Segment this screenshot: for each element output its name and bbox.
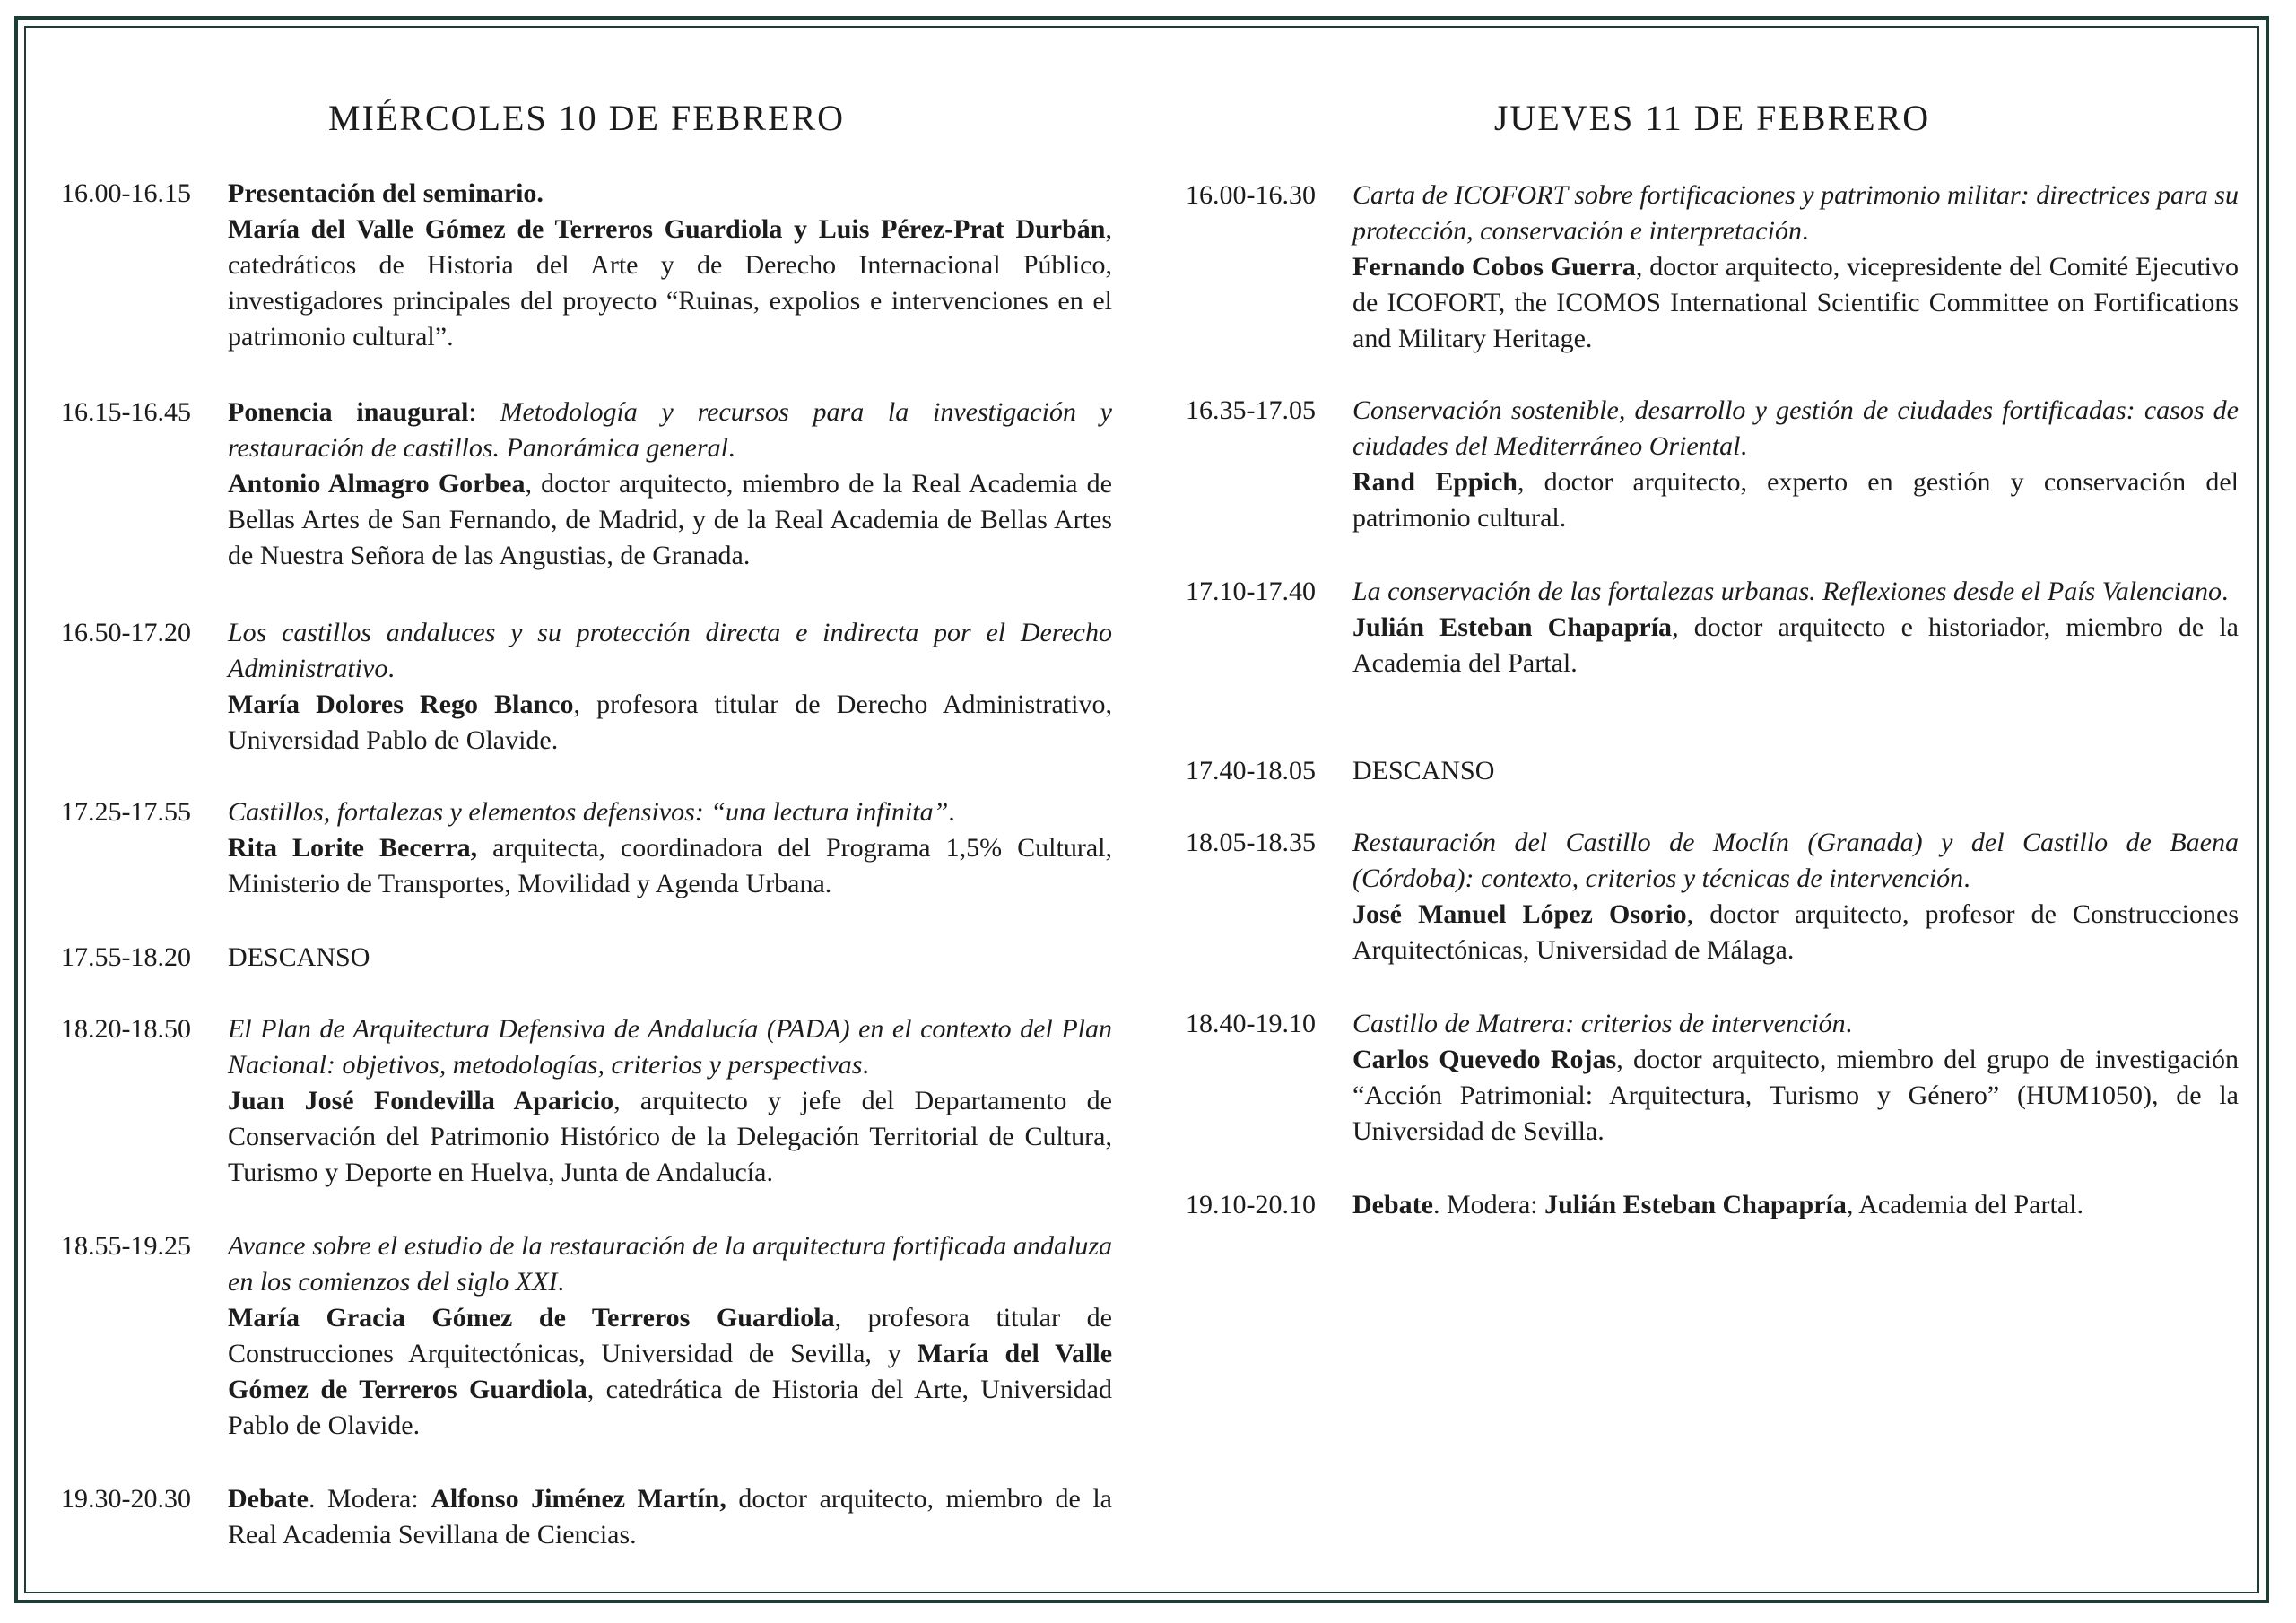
session-title: Restauración del Castillo de Moclín (Granada) y del Castillo de Baena (Córdoba): contexto, criterios y técnicas de intervención [1352, 828, 2239, 893]
session-entry [61, 615, 1112, 759]
session-title-end: . [728, 433, 735, 463]
session-title: Castillos, fortalezas y elementos defensivos: “una lectura infinita” [228, 797, 949, 827]
session-speaker: Juan José Fondevilla Aparicio [228, 1086, 614, 1115]
session-description: , catedráticos de Historia del Arte y de Derecho Internacional Público, investigadores principales del proyecto “Ruinas, expolios e intervenciones en el patrimonio cultural”. [228, 214, 1112, 352]
day-title: MIÉRCOLES 10 DE FEBRERO [327, 98, 846, 138]
session-description: doctor arquitecto, miembro de la Real Academia Sevillana de Ciencias. [228, 1484, 1112, 1549]
session-title-end: . [1740, 431, 1747, 461]
session-title: Conservación sostenible, desarrollo y gestión de ciudades fortificadas: casos de ciudades del Mediterráneo Oriental [1352, 395, 2239, 461]
session-title: Castillo de Matrera: criterios de intervención [1352, 1009, 1846, 1038]
session-lead: Ponencia inaugural [228, 397, 469, 427]
session-speaker: Alfonso Jiménez Martín, [430, 1484, 726, 1514]
session-time: 16.00-16.30 [1186, 180, 1316, 210]
session-lead: Debate [1352, 1190, 1433, 1219]
session-time: 17.55-18.20 [61, 942, 191, 972]
session-description: arquitecta, coordinadora del Programa 1,5% Cultural, Ministerio de Transportes, Movilidad y Agenda Urbana. [228, 833, 1112, 898]
session-title: La conservación de las fortalezas urbanas. Reflexiones desde el País Valenciano [1352, 577, 2222, 606]
session-speaker: Fernando Cobos Guerra [1352, 252, 1636, 282]
session-lead-sep: . Modera: [308, 1484, 431, 1514]
session-entry [1186, 1187, 2239, 1223]
session-description: , doctor arquitecto, profesor de Construcciones Arquitectónicas, Universidad de Málaga. [1352, 899, 2239, 965]
session-entry [61, 1481, 1112, 1553]
session-description: , arquitecto y jefe del Departamento de Conservación del Patrimonio Histórico de la Delegación Territorial de Cultura, Turismo y Deporte en Huelva, Junta de Andalucía. [228, 1086, 1112, 1187]
session-speaker: María Gracia Gómez de Terreros Guardiola [228, 1303, 835, 1332]
session-title: Los castillos andaluces y su protección directa e indirecta por el Derecho Administrativo [228, 618, 1112, 683]
session-title-end: . [1845, 1009, 1853, 1038]
session-time: 19.30-20.30 [61, 1484, 191, 1514]
session-speaker: Rand Eppich [1352, 467, 1518, 497]
day-title: JUEVES 11 DE FEBRERO [1493, 98, 1931, 138]
session-description: , doctor arquitecto e historiador, miembro de la Academia del Partal. [1352, 612, 2239, 678]
session-speaker: María del Valle Gómez de Terreros Guardiola y Luis Pérez-Prat Durbán [228, 214, 1106, 244]
session-description: , profesora titular de Construcciones Arquitectónicas, Universidad de Sevilla, y [228, 1303, 1112, 1368]
session-title: Carta de ICOFORT sobre fortificaciones y patrimonio militar: directrices para su protección, conservación e interpretación [1352, 180, 2239, 246]
session-entry [61, 1011, 1112, 1191]
session-title-end: . [557, 1267, 564, 1297]
session-description: , doctor arquitecto, miembro del grupo de investigación “Acción Patrimonial: Arquitectura, Turismo y Género” (HUM1050), de la Universidad de Sevilla. [1352, 1045, 2239, 1146]
session-entry [1186, 178, 2239, 357]
session-entry [1186, 825, 2239, 968]
session-entry [1186, 753, 2239, 789]
session-time: 18.20-18.50 [61, 1014, 191, 1044]
session-time: 16.50-17.20 [61, 618, 191, 647]
session-time: 19.10-20.10 [1186, 1190, 1316, 1219]
session-entry [1186, 393, 2239, 536]
session-time: 16.35-17.05 [1186, 395, 1316, 425]
session-title-end: . [862, 1050, 869, 1080]
session-description: , Academia del Partal. [1846, 1190, 2083, 1219]
session-speaker: Julián Esteban Chapapría [1352, 612, 1673, 642]
session-speaker-2: María del Valle Gómez de Terreros Guardiola [228, 1339, 1113, 1404]
session-description: , profesora titular de Derecho Administrativo, Universidad Pablo de Olavide. [228, 690, 1112, 755]
session-title-end: . [1801, 216, 1809, 246]
session-title: Avance sobre el estudio de la restauración de la arquitectura fortificada andaluza en los comienzos del siglo XXI [228, 1231, 1112, 1297]
session-entry [61, 940, 1112, 976]
session-speaker: María Dolores Rego Blanco [228, 690, 574, 719]
session-title-end: . [948, 797, 955, 827]
session-time: 18.05-18.35 [1186, 828, 1316, 857]
session-entry [61, 176, 1112, 355]
session-time: 17.10-17.40 [1186, 577, 1316, 606]
session-title-end: . [387, 654, 395, 683]
session-time: 17.40-18.05 [1186, 756, 1316, 785]
session-description-2: , catedrática de Historia del Arte, Universidad Pablo de Olavide. [228, 1375, 1112, 1440]
session-speaker: Antonio Almagro Gorbea [228, 469, 526, 499]
session-title: Presentación del seminario. [228, 178, 544, 208]
session-speaker: José Manuel López Osorio [1352, 899, 1687, 929]
session-break: DESCANSO [1352, 756, 1495, 785]
session-entry [1186, 1006, 2239, 1150]
session-break: DESCANSO [228, 942, 370, 972]
session-entry [61, 794, 1112, 902]
session-title: Metodología y recursos para la investigación y restauración de castillos. Panorámica general [228, 397, 1112, 463]
session-title-end: . [1963, 864, 1970, 893]
session-time: 17.25-17.55 [61, 797, 191, 827]
session-speaker: Julián Esteban Chapapría [1544, 1190, 1847, 1219]
session-lead-sep: : [468, 397, 500, 427]
session-speaker: Carlos Quevedo Rojas [1352, 1045, 1617, 1074]
session-description: , doctor arquitecto, miembro de la Real Academia de Bellas Artes de San Fernando, de Madrid, y de la Real Academia de Bellas Artes de Nuestra Señora de las Angustias, de Granada. [228, 469, 1113, 570]
session-entry [61, 1228, 1112, 1444]
session-entry [1186, 574, 2239, 681]
session-lead: Debate [228, 1484, 309, 1514]
session-time: 18.40-19.10 [1186, 1009, 1316, 1038]
session-description: , doctor arquitecto, vicepresidente del Comité Ejecutivo de ICOFORT, the ICOMOS International Scientific Committee on Fortifications and Military Heritage. [1352, 252, 2239, 353]
session-title: El Plan de Arquitectura Defensiva de Andalucía (PADA) en el contexto del Plan Nacional: objetivos, metodologías, criterios y perspectivas [228, 1014, 1112, 1080]
session-description: , doctor arquitecto, experto en gestión y conservación del patrimonio cultural. [1352, 467, 2239, 533]
session-time: 16.00-16.15 [61, 178, 191, 208]
session-entry [61, 395, 1112, 574]
session-lead-sep: . Modera: [1432, 1190, 1545, 1219]
session-speaker: Rita Lorite Becerra, [228, 833, 478, 863]
session-title-end: . [2222, 577, 2229, 606]
session-time: 18.55-19.25 [61, 1231, 191, 1261]
session-time: 16.15-16.45 [61, 397, 191, 427]
